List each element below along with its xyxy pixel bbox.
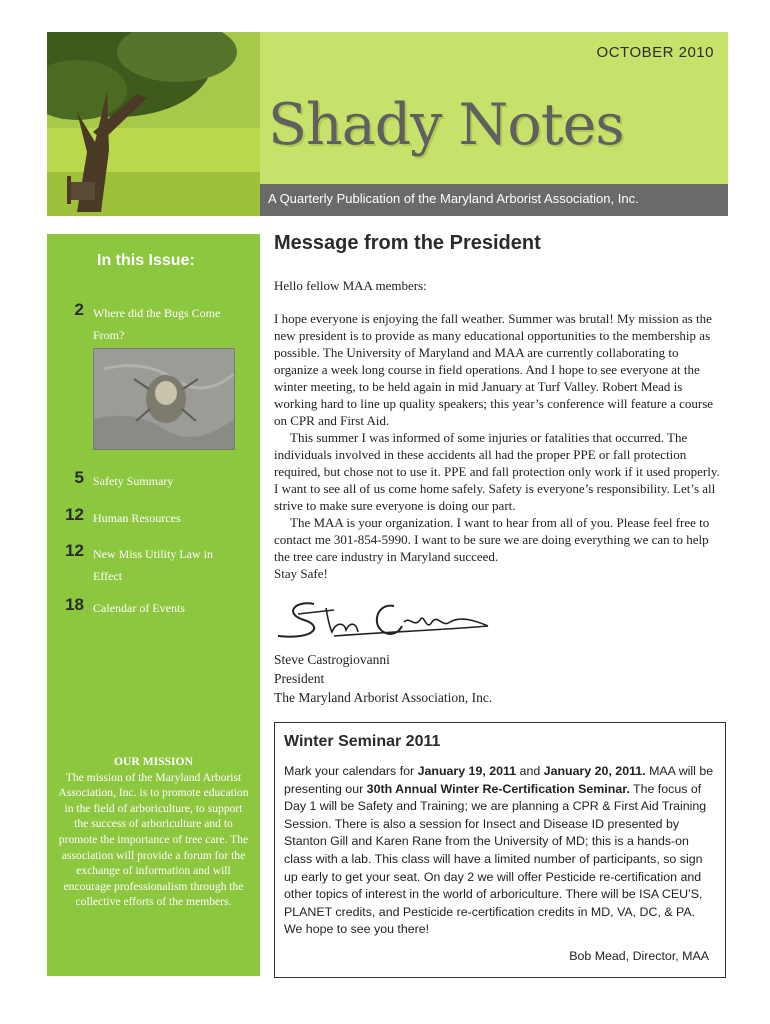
seminar-date: January 19, 2011: [417, 764, 517, 778]
masthead-banner: [260, 32, 728, 216]
winter-seminar-box: [274, 722, 726, 978]
toc-page-number: 5: [74, 468, 84, 487]
mission-heading: OUR MISSION: [114, 755, 193, 768]
signer-organization: The Maryland Arborist Association, Inc.: [274, 690, 493, 705]
masthead-tree-photo: [47, 32, 260, 216]
handwritten-signature: [274, 592, 494, 650]
seminar-text: The focus of Day 1 will be Safety and Training; we are planning a CPR & First Aid Training Session. There is also a session for Insect and Disease ID presented by Stanton Gill and Karen Rane from the University of MD; this is a hands-on class with a lab. This class will have a limited number of participants, so sign up early to get your seat. On day 2 we will offer Pesticide re-certification and other topics of interest in the world of arboriculture. There will be ISA CEU’S, PLANET credits, and Pesticide re-certification credits in MD, VA, DC, & PA. We hope to see you there!: [284, 781, 707, 937]
sidebar: [47, 234, 260, 976]
signer-name: Steve Castrogiovanni: [274, 652, 390, 667]
article-paragraph: This summer I was informed of some injuries or fatalities that occurred. The individuals involved in these accidents all had the proper PPE or fall protection required, but chose not to use it. PPE and fall protection only work if it used properly. I want to see all of us come home safely. Safety is everyone’s responsibility. Let’s all strive to make sure everyone is doing our part.: [274, 430, 720, 513]
article-title: Message from the President: [274, 232, 541, 254]
masthead-title: Shady Notes: [268, 92, 624, 158]
toc-page-number: 12: [65, 541, 84, 560]
toc-title: Safety Summary: [93, 474, 174, 488]
toc-page-number: 18: [65, 595, 84, 614]
toc-title: Human Resources: [93, 511, 181, 525]
seminar-text: and: [516, 764, 544, 778]
in-this-issue-heading: In this Issue:: [97, 252, 195, 269]
seminar-signature: Bob Mead, Director, MAA: [569, 949, 709, 963]
publication-subtitle: A Quarterly Publication of the Maryland Arborist Association, Inc.: [268, 191, 639, 206]
article-body: [274, 310, 726, 582]
closing: Stay Safe!: [274, 566, 328, 581]
seminar-body: [284, 763, 716, 939]
toc-title: New Miss Utility Law in Effect: [93, 547, 213, 583]
mission-text: The mission of the Maryland Arborist Association, Inc. is to promote education in the field of arboriculture, to support the success of arboriculture and to promote the importance of tree care. The association will provide a forum for the exchange of information and will encourage professionalism through the collective efforts of the members.: [58, 770, 249, 909]
signer-title: President: [274, 671, 325, 686]
article-paragraph: The MAA is your organization. I want to hear from all of you. Please feel free to contact me 301-854-5990. I want to be sure we are doing everything we can to help the tree care industry in Maryland succeed.: [274, 515, 710, 564]
article-paragraph: I hope everyone is enjoying the fall weather. Summer was brutal! My mission as the new president is to provide as many educational opportunities to the membership as possible. The University of Maryland and MAA are currently collaborating to organize a week long course in field operations. And I hope to see everyone at the winter meeting, to be held again in mid January at Turf Valley. Robert Mead is working hard to line up quality speakers; this year’s conference will feature a course on CPR and First Aid.: [274, 311, 714, 428]
mission-statement: [57, 754, 250, 910]
toc-page-number: 2: [74, 300, 84, 319]
seminar-title: Winter Seminar 2011: [284, 733, 441, 750]
signature-block: [274, 650, 492, 707]
subtitle-bar: [260, 184, 728, 216]
seminar-event-name: 30th Annual Winter Re-Certification Seminar.: [366, 781, 630, 796]
toc-page-number: 12: [65, 505, 84, 524]
greeting: Hello fellow MAA members:: [274, 278, 427, 293]
issue-date: OCTOBER 2010: [596, 44, 714, 61]
president-message: [274, 232, 726, 705]
seminar-text: MAA will be presenting our: [284, 764, 714, 796]
toc-title: Calendar of Events: [93, 601, 185, 615]
toc-title: Where did the Bugs Come From?: [93, 306, 221, 342]
bug-photo: [93, 348, 235, 450]
seminar-date: January 20, 2011.: [543, 764, 646, 778]
seminar-text: Mark your calendars for: [284, 764, 418, 778]
